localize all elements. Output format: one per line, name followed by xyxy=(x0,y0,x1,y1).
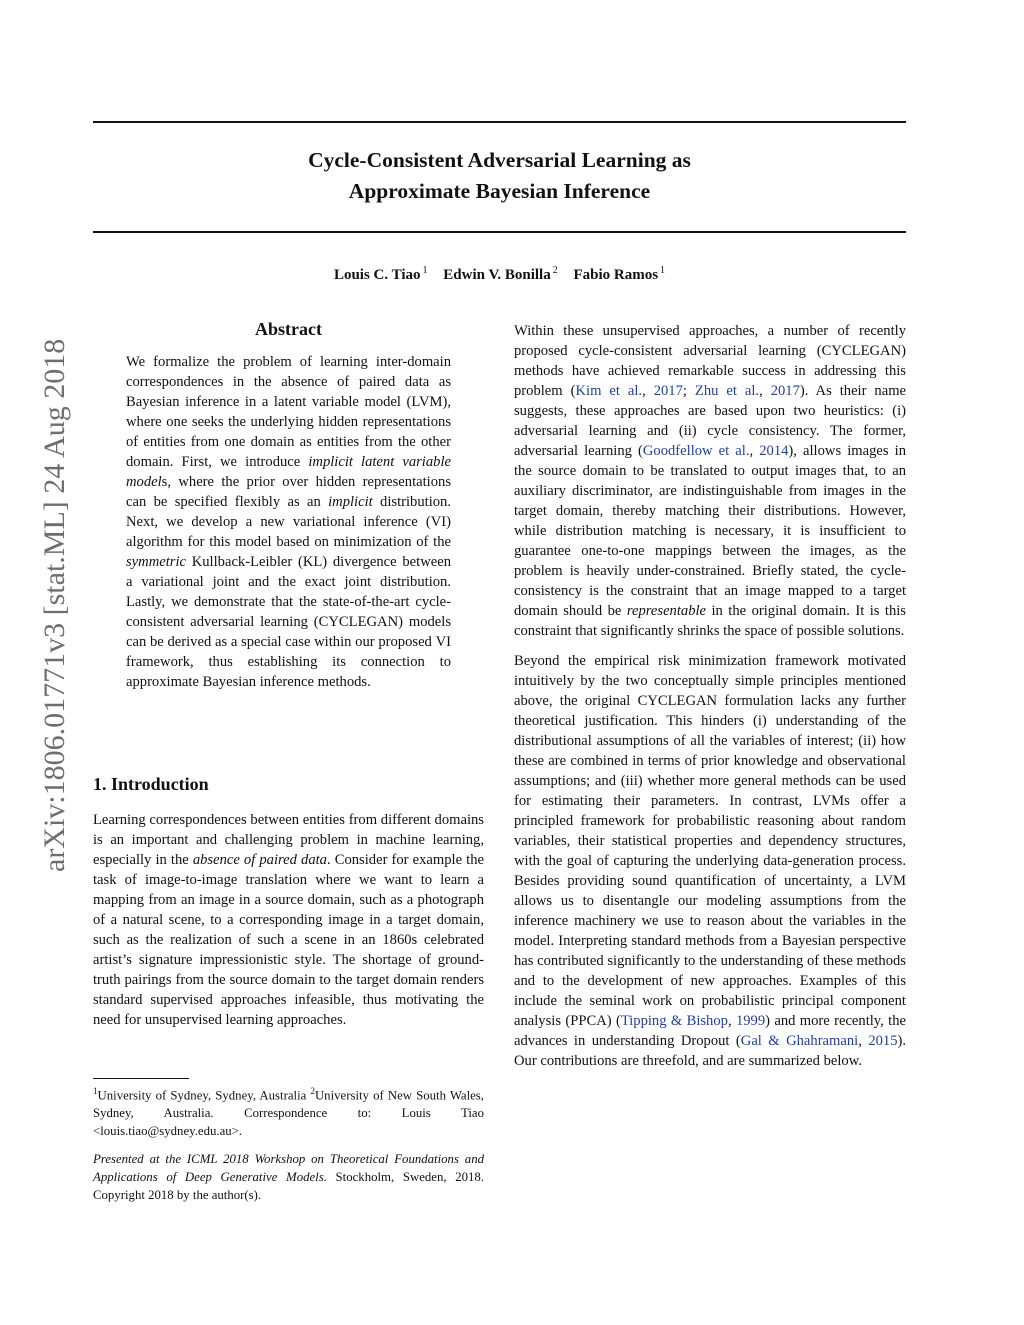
arxiv-stamp: arXiv:1806.01771v3 [stat.ML] 24 Aug 2018 xyxy=(38,338,71,872)
citation-link[interactable]: Gal & Ghahramani xyxy=(740,1033,859,1049)
title-line-1: Cycle-Consistent Adversarial Learning as xyxy=(308,148,691,172)
title-rule-bottom xyxy=(93,231,906,233)
author xyxy=(334,267,428,283)
intro-paragraph: Learning correspondences between entities from different domains is an important and challenging problem in machine learning, especially in the absence of paired data. Consider for example the task of image-to-image translation where we want to learn a mapping from an image in a source domain, such as a photograph of a natural scene, to a corresponding image in a target domain, such as the realization of such a scene in an 1860s celebrated artist’s signature impressionistic style. The shortage of ground-truth pairings from the source domain to the target domain renders standard supervised approaches infeasible, thus motivating the need for unsupervised learning approaches. xyxy=(93,812,484,1028)
venue-note: Presented at the ICML 2018 Workshop on Theoretical Foundations and Applications of Deep Generative Models. Stockholm, Sweden, 2018. Copyright 2018 by the author(s). xyxy=(93,1152,484,1202)
citation-link[interactable]: 2015 xyxy=(868,1033,898,1049)
citation-link[interactable]: Tipping & Bishop xyxy=(620,1013,728,1029)
author-list xyxy=(93,265,906,284)
title-rule-top xyxy=(93,121,906,123)
author-name: Louis C. Tiao xyxy=(333,267,421,283)
citation-link[interactable]: 2017 xyxy=(653,383,683,399)
citation-link[interactable]: 2014 xyxy=(759,443,789,459)
introduction-section xyxy=(93,772,484,1030)
abstract-text: We formalize the problem of learning inter-domain correspondences in the absence of paired data as Bayesian inference in a latent variable model (LVM), where one seeks the underlying hidden representations of entities from one domain as entities from the other domain. First, we introduce implicit latent variable models, where the prior over hidden representations can be specified flexibly as an implicit distribution. Next, we develop a new variational inference (VI) algorithm for this model based on minimization of the symmetric Kullback-Leibler (KL) divergence between a variational joint and the exact joint distribution. Lastly, we demonstrate that the state-of-the-art cycle-consistent adversarial learning (CYCLEGAN) models can be derived as a special case within our proposed VI framework, thus establishing its connection to approximate Bayesian inference methods. xyxy=(126,354,452,690)
title-line-2: Approximate Bayesian Inference xyxy=(348,179,651,203)
abstract-heading: Abstract xyxy=(255,319,322,339)
author-name: Fabio Ramos xyxy=(573,267,659,283)
citation-link[interactable]: Zhu et al. xyxy=(694,383,760,399)
right-column xyxy=(514,321,906,1071)
citation-link[interactable]: Goodfellow et al. xyxy=(642,443,750,459)
author xyxy=(443,267,557,283)
citation-link[interactable]: Kim et al. xyxy=(575,383,643,399)
paper-title xyxy=(93,145,906,207)
citation-link[interactable]: 1999 xyxy=(735,1013,766,1029)
body-paragraph: Beyond the empirical risk minimization framework motivated intuitively by the two conceptually simple principles mentioned above, the original CYCLEGAN formulation lacks any further theoretical justification. This hinders (i) understanding of the distributional assumptions of all the variables of interest; (ii) how these are combined in terms of prior knowledge and observational assumptions; and (iii) whether more general methods can be used for estimating their parameters. In contrast, LVMs offer a principled framework for probabilistic reasoning about random variables, their statistical properties and dependency structures, with the goal of capturing the underlying data-generation process. Besides providing sound quantification of uncertainty, a LVM allows us to disentangle our modeling assumptions from the inference machinery we use to reason about the variables in the model. Interpreting standard methods from a Bayesian perspective has contributed significantly to the understanding of these methods and to the development of new approaches. Examples of this include the seminal work on probabilistic principal component analysis (PPCA) (Tipping & Bishop, 1999) and more recently, the advances in understanding Dropout (Gal & Ghahramani, 2015). Our contributions are threefold, and are summarized below. xyxy=(514,653,907,1069)
author-affiliation: 1 xyxy=(422,265,428,276)
author-name: Edwin V. Bonilla xyxy=(443,267,551,283)
body-paragraph: Within these unsupervised approaches, a number of recently proposed cycle-consistent adversarial learning (CYCLEGAN) methods have achieved remarkable success in addressing this problem (Kim et al., 2017; Zhu et al., 2017). As their name suggests, these approaches are based upon two heuristics: (i) adversarial learning and (ii) cycle consistency. The former, adversarial learning (Goodfellow et al., 2014), allows images in the source domain to be translated to output images that, to an auxiliary discriminator, are indistinguishable from images in the target domain, thereby matching their distributions. However, while distribution matching is necessary, it is insufficient to guarantee one-to-one mappings between the images, as the problem is heavily under-constrained. Briefly stated, the cycle-consistency is the constraint that an image mapped to a target domain should be representable in the original domain. It is this constraint that significantly shrinks the space of possible solutions. xyxy=(514,323,907,639)
author xyxy=(573,267,665,283)
footnote-rule xyxy=(93,1078,189,1079)
author-affiliation: 2 xyxy=(552,265,558,276)
section-heading: 1. Introduction xyxy=(93,774,209,794)
abstract-section xyxy=(126,318,451,692)
author-affiliation: 1 xyxy=(660,265,666,276)
affiliation-footnote: $^1$University of Sydney, Sydney, Australia $^2$University of New South Wales, Sydney, Australia. Correspondence to: Louis Tiao <louis.tiao@sydney.edu.au>. xyxy=(93,1086,484,1139)
citation-link[interactable]: 2017 xyxy=(770,383,800,399)
